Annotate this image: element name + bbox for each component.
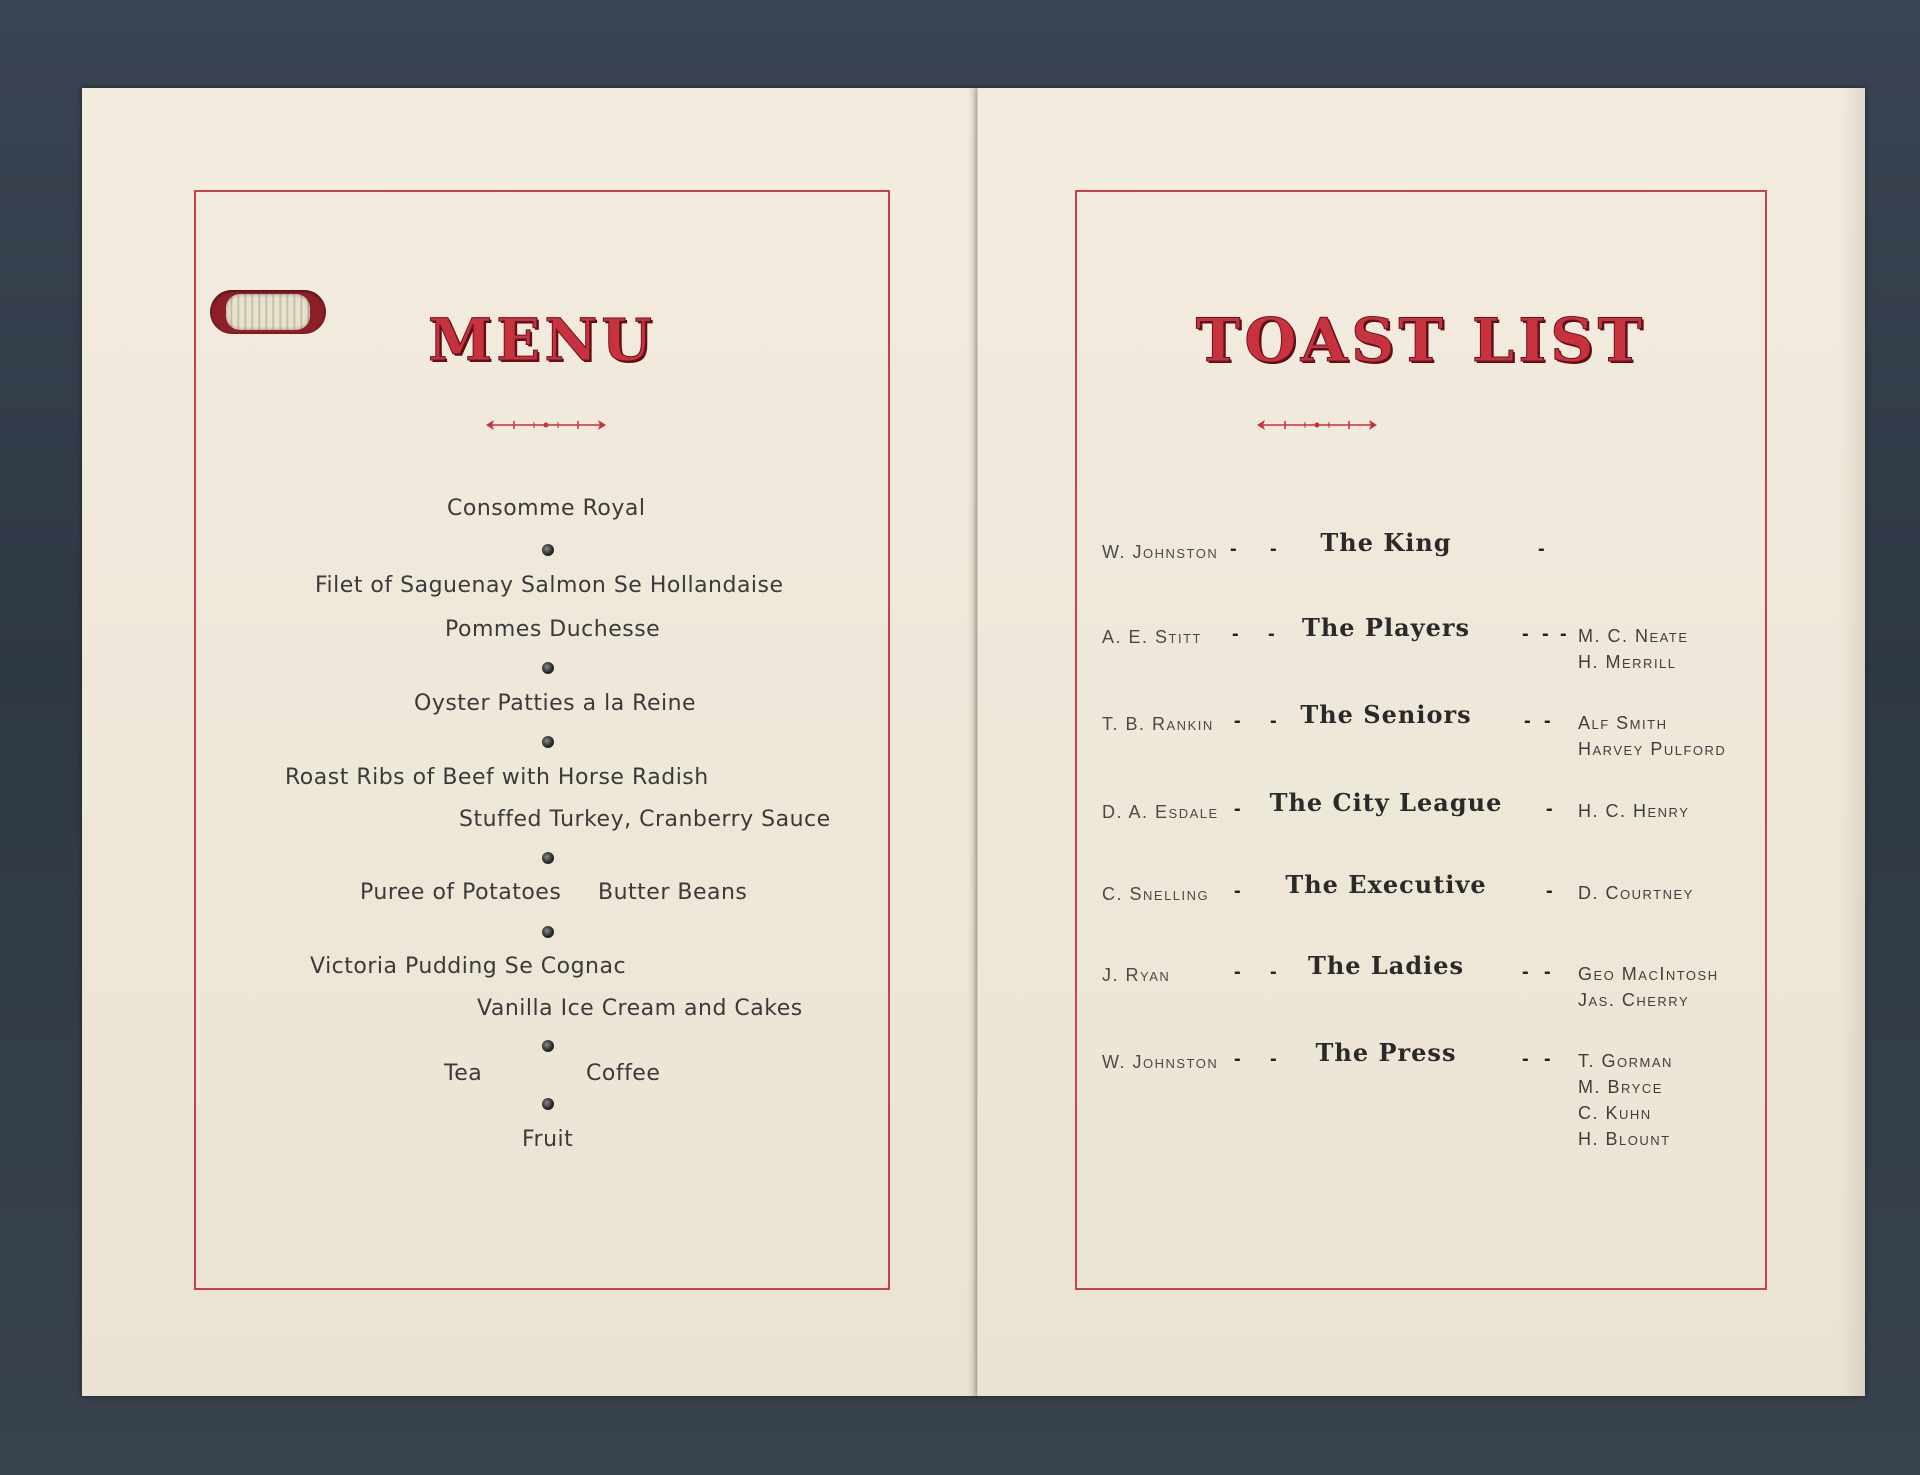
menu-item-tea: Tea [444, 1061, 483, 1086]
menu-bullet [542, 926, 554, 938]
menu-item-fruit: Fruit [522, 1127, 574, 1152]
toast-responders [1578, 1048, 1673, 1152]
toast-responders [1578, 961, 1719, 1013]
menu-item-butter-beans: Butter Beans [598, 880, 748, 905]
toast-responder: Jas. Cherry [1578, 990, 1690, 1010]
toast-responders [1578, 880, 1694, 906]
menu-item-coffee: Coffee [586, 1061, 661, 1086]
menu-bullet [542, 1040, 554, 1052]
menu-item-puree-potatoes: Puree of Potatoes [360, 880, 562, 905]
menu-bullet [542, 736, 554, 748]
menu-bullet [542, 1098, 554, 1110]
toast-name: The Press [1315, 1038, 1457, 1067]
menu-item-consomme: Consomme Royal [447, 496, 646, 521]
menu-item-vanilla-ice-cream: Vanilla Ice Cream and Cakes [477, 996, 803, 1021]
toast-proposer: J. Ryan [1102, 965, 1171, 985]
toast-list-title: TOAST LIST [1195, 306, 1647, 376]
toast-responder: H. C. Henry [1578, 801, 1690, 821]
menu-bullet [542, 852, 554, 864]
toast-responder: M. C. Neate [1578, 626, 1689, 646]
toast-responder: Harvey Pulford [1578, 739, 1727, 759]
toast-responder: D. Courtney [1578, 883, 1694, 903]
menu-bullet [542, 662, 554, 674]
toast-responder: T. Gorman [1578, 1051, 1673, 1071]
toast-responder: H. Blount [1578, 1129, 1671, 1149]
menu-title: MENU [427, 306, 656, 374]
toast-name: The King [1320, 528, 1452, 557]
toast-responders [1578, 623, 1689, 675]
toast-proposer: W. Johnston [1102, 1052, 1219, 1072]
toast-responders [1578, 798, 1689, 824]
menu-card-spread [82, 88, 1864, 1396]
menu-ornament-divider [484, 414, 608, 436]
toast-name: The City League [1269, 788, 1503, 817]
toast-proposer: D. A. Esdale [1102, 802, 1219, 822]
toast-responder: Geo MacIntosh [1578, 964, 1719, 984]
toast-responder: M. Bryce [1578, 1077, 1663, 1097]
toast-name: The Ladies [1307, 951, 1465, 980]
toast-name: The Executive [1285, 870, 1487, 899]
menu-bullet [542, 544, 554, 556]
menu-item-stuffed-turkey: Stuffed Turkey, Cranberry Sauce [459, 807, 831, 832]
toast-proposer: A. E. Stitt [1102, 627, 1202, 647]
toast-name: The Players [1301, 613, 1471, 642]
toast-responder: C. Kuhn [1578, 1103, 1652, 1123]
toast-list-page: TOAST LIST W. Johnston - - The King - A. E. Stitt - - The Players - - - M. C. Neate H. Merrill T. B. Rankin - - The Seniors - - Alf Smith Harvey Pulford D. A. Esdale - The City League - H. C. Henry C. Snelling - The Executive - D. Courtney J. Ryan - - The Ladies - - Geo MacIntosh Jas. Cherry W. Johnston - - The Press - - T. Gorman M. Bryce C. Kuhn H. Blount [977, 88, 1865, 1396]
menu-item-salmon: Filet of Saguenay Salmon Se Hollandaise [315, 573, 784, 598]
toast-responder: H. Merrill [1578, 652, 1677, 672]
menu-item-pommes: Pommes Duchesse [445, 617, 661, 642]
toast-responder: Alf Smith [1578, 713, 1668, 733]
toast-proposer: T. B. Rankin [1102, 714, 1214, 734]
menu-item-victoria-pudding: Victoria Pudding Se Cognac [310, 954, 627, 979]
toast-proposer: W. Johnston [1102, 542, 1219, 562]
toast-responders [1578, 710, 1726, 762]
menu-item-oyster-patties: Oyster Patties a la Reine [414, 691, 697, 716]
toast-ornament-divider [1255, 414, 1379, 436]
toast-proposer: C. Snelling [1102, 884, 1210, 904]
toast-name: The Seniors [1300, 700, 1472, 729]
menu-page [82, 88, 977, 1396]
menu-item-roast-ribs: Roast Ribs of Beef with Horse Radish [285, 765, 709, 790]
